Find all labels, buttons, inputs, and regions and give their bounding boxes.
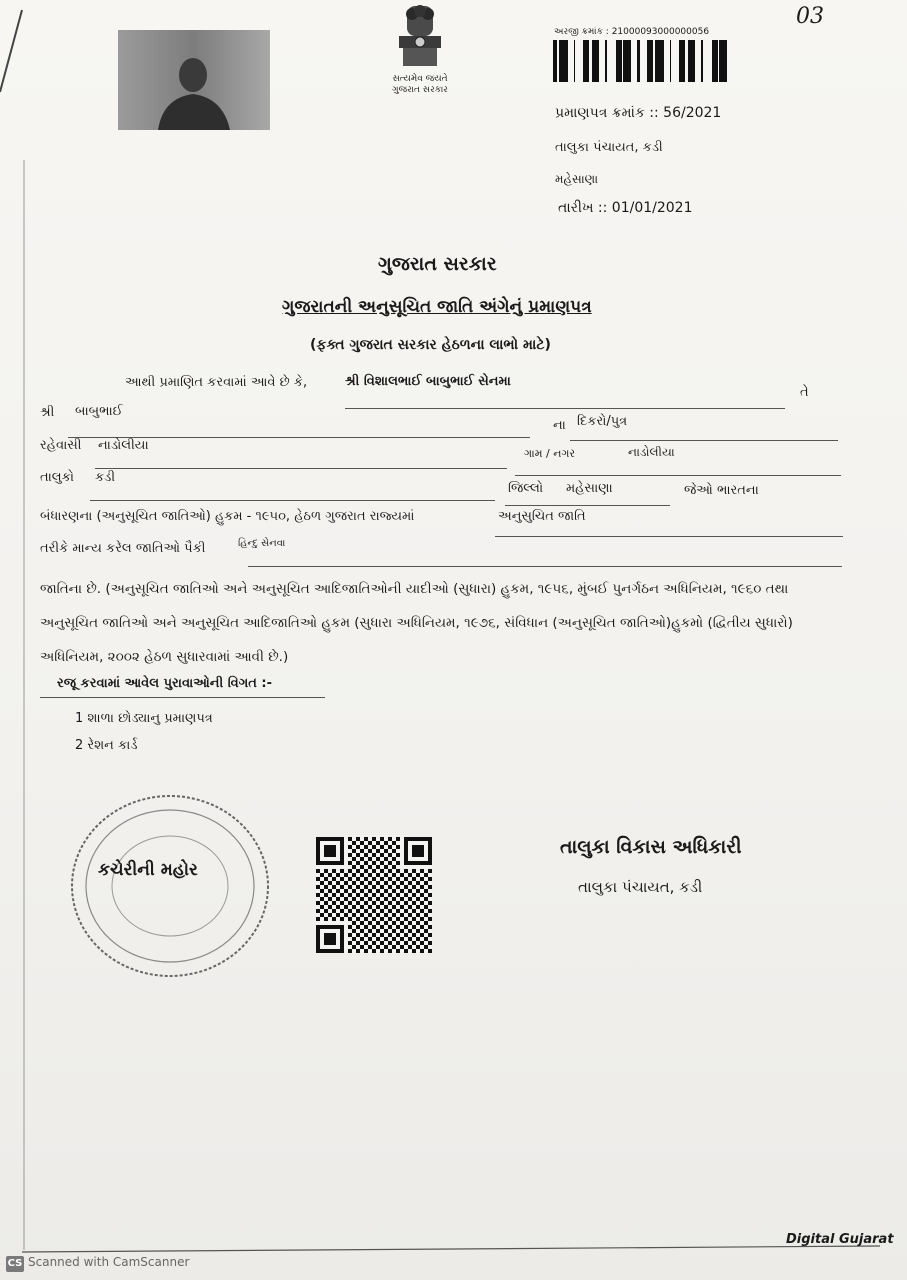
caste-value: હિન્દુ સેનવા [238,538,286,549]
father-name: બાબુભાઈ [75,404,123,419]
state-emblem [385,2,455,95]
na-text: ના [553,418,566,433]
government-title: ગુજરાત સરકાર [378,253,497,275]
emblem-caption-1: સત્યમેવ જયતે [392,74,448,84]
barcode [552,40,734,82]
district-value: મહેસાણા [566,481,613,496]
issuing-district: મહેસાણા [555,172,599,186]
evidence-item-1: 1 શાળા છોડ્યાનુ પ્રમાણપત્ર [75,711,213,726]
legal-paragraph: જાતિના છે. (અનુસૂચિત જાતિઓ અને અનુસૂચિત આદિજાતિઓની યાદીઓ (સુધારા) હુકમ, ૧૯૫૬, મુંબઈ પુનર્ગઠન અધિનિયમ, ૧૯૬૦ તથા અનુસૂચિત જાતિઓ અને અનુસૂચિત આદિજાતિઓ હુકમ (સુધારા અધિનિયમ, ૧૯૭૬, સંવિધાન (અનુસૂચિત જાતિઓ)હુકમો (દ્વિતીય સુધારો) અધિનિયમ, ૨૦૦૨ હેઠળ સુધારવામાં આવી છે.) [40,581,793,665]
office-seal [68,792,273,980]
qr-code [316,836,432,954]
certify-text: આથી પ્રમાણિત કરવામાં આવે છે કે, [125,375,308,390]
applicant-name: શ્રી વિશાલભાઈ બાબુભાઈ સેનમા [345,374,511,389]
emblem-caption-2: ગુજરાત સરકાર [392,85,448,95]
category-value: અનુસુચિત જાતિ [498,509,586,524]
district-label: જિલ્લો [508,481,544,496]
taluka-label: તાલુકો [40,470,75,485]
relation-value: દિકરો/પુત્ર [577,414,628,429]
certificate-subtitle: (ફક્ત ગુજરાત સરકાર હેઠળના લાભો માટે) [310,337,551,353]
issue-date: તારીખ :: 01/01/2021 [558,200,693,216]
village-label: ગામ / નગર [524,447,576,460]
signatory-office: તાલુકા પંચાયત, કડી [578,878,703,896]
ashoka-emblem-icon [385,2,455,70]
seal-label: કચેરીની મહોર [98,860,198,880]
resident-value: નાડોલીયા [98,438,149,453]
certificate-title: ગુજરાતની અનુસૂચિત જાતિ અંગેનું પ્રમાણપત્ર [282,297,592,317]
corner-handwritten-mark: 03 [796,4,824,29]
applicant-photo [118,30,270,130]
resident-label: રહેવાસી [40,438,82,453]
certificate-number: પ્રમાણપત્ર ક્રમાંક :: 56/2021 [555,105,722,121]
signatory-title: તાલુકા વિકાસ અધિકારી [560,836,742,858]
issuing-office: તાલુકા પંચાયત, કડી [555,140,663,155]
camscanner-watermark [6,1255,189,1272]
constitution-text: બંધારણના (અનુસૂચિત જાતિઓ) હુકમ - ૧૯૫૦, હેઠળ ગુજરાત રાજ્યમાં [40,509,415,524]
digital-gujarat-brand: Digital Gujarat [786,1232,894,1247]
evidence-item-2: 2 રેશન કાર્ડ [75,738,138,753]
camscanner-text: Scanned with CamScanner [28,1255,190,1269]
recognized-text: તરીકે માન્ય કરેલ જાતિઓ પૈકી [40,541,206,556]
evidence-heading: રજૂ કરવામાં આવેલ પુરાવાઓની વિગત :- [57,676,272,691]
te-text: તે [800,385,809,400]
india-text: જેઓ ભારતના [684,483,759,498]
village-value: નાડોલીયા [628,445,675,459]
shri-label: શ્રી [40,405,55,420]
application-number: અરજી ક્રમાંક : 21000093000000056 [554,27,710,37]
taluka-value: કડી [95,470,116,485]
camscanner-logo-icon: CS [6,1256,24,1272]
